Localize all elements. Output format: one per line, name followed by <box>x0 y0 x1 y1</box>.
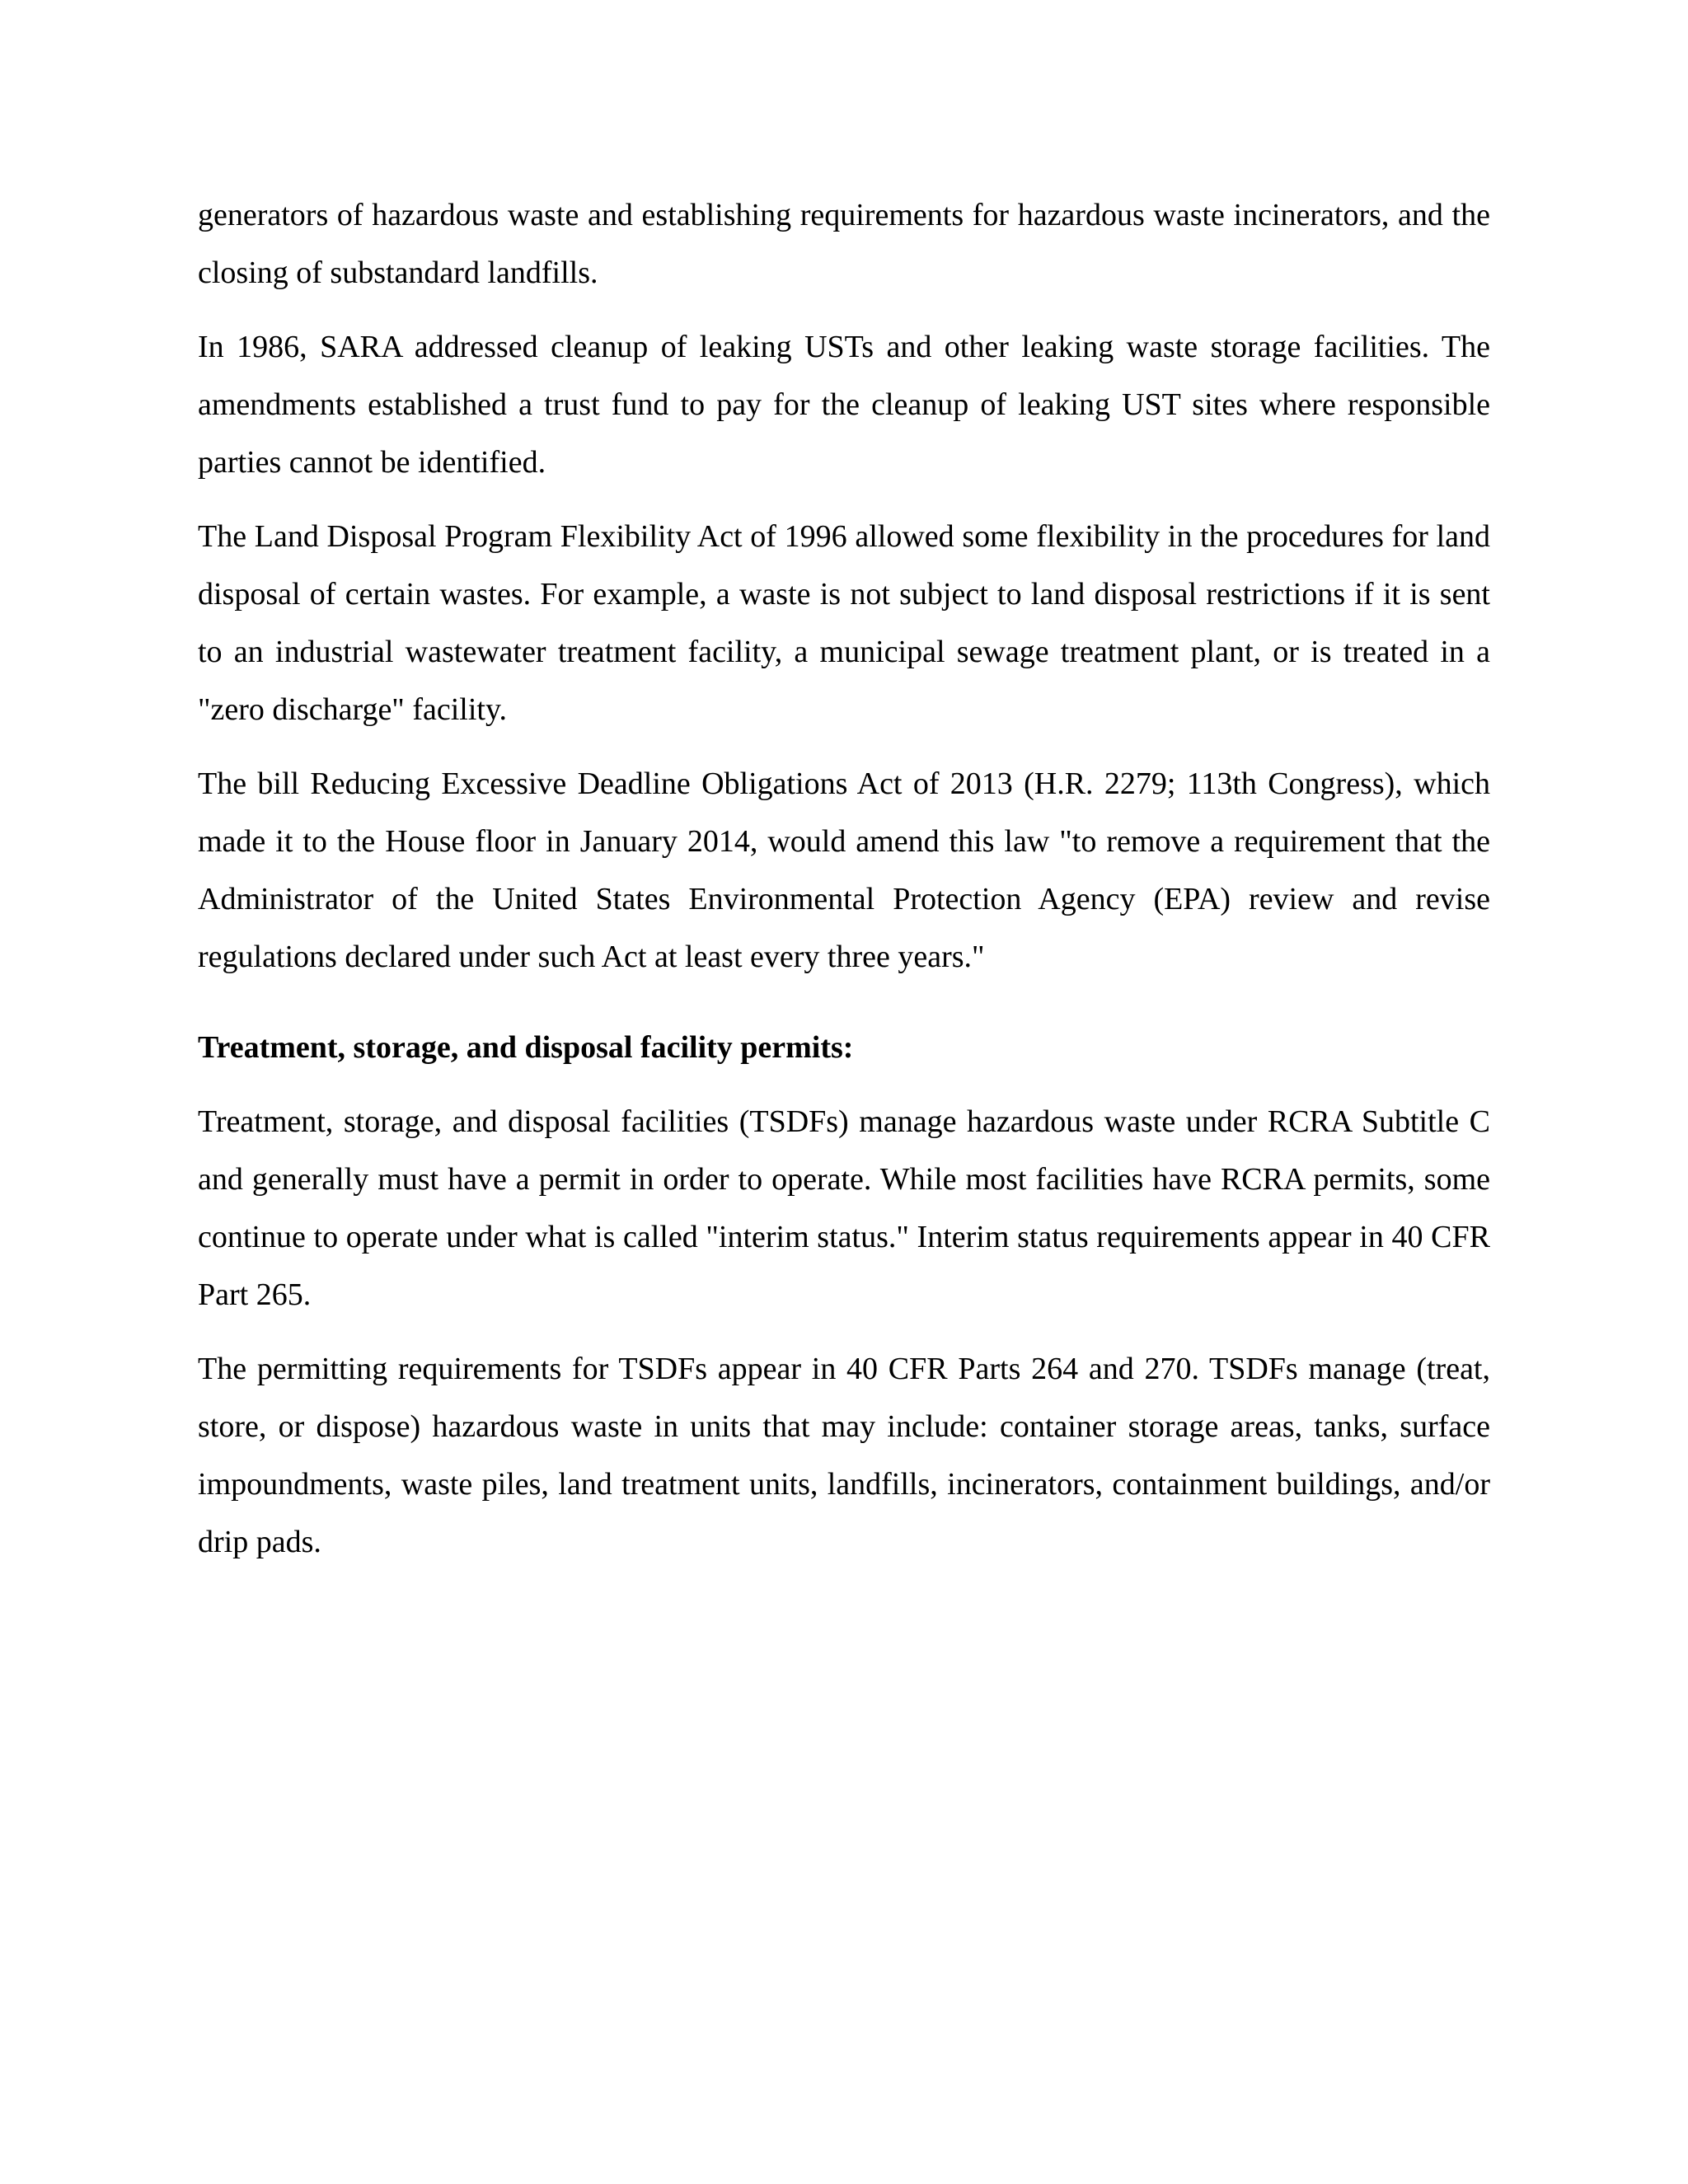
document-body <box>198 186 1490 1587</box>
section-heading-tsdf-permits: Treatment, storage, and disposal facility permits: <box>198 1030 854 1065</box>
paragraph-redo-act-2013: The bill Reducing Excessive Deadline Obligations Act of 2013 (H.R. 2279; 113th Congress), which made it to the House floor in January 2014, would amend this law "to remove a requirement that the Administrator of the United States Environmental Protection Agency (EPA) review and revise regulations declared under such Act at least every three years." <box>198 766 1490 974</box>
paragraph-tsdf-permitting-requirements: The permitting requirements for TSDFs appear in 40 CFR Parts 264 and 270. TSDFs manage (treat, store, or dispose) hazardous waste in units that may include: container storage areas, tanks, surface impoundments, waste piles, land treatment units, landfills, incinerators, containment buildings, and/or drip pads. <box>198 1352 1490 1559</box>
paragraph-sara-1986: In 1986, SARA addressed cleanup of leaking USTs and other leaking waste storage facilities. The amendments established a trust fund to pay for the cleanup of leaking UST sites where responsible parties cannot be identified. <box>198 330 1490 480</box>
paragraph-tsdf-overview: Treatment, storage, and disposal facilities (TSDFs) manage hazardous waste under RCRA Subtitle C and generally must have a permit in order to operate. While most facilities have RCRA permits, some continue to operate under what is called "interim status." Interim status requirements appear in 40 CFR Part 265. <box>198 1104 1490 1312</box>
paragraph-rcra-amendments-continued: generators of hazardous waste and establishing requirements for hazardous waste incinerators, and the closing of substandard landfills. <box>198 198 1490 290</box>
paragraph-land-disposal-flexibility-act: The Land Disposal Program Flexibility Act of 1996 allowed some flexibility in the procedures for land disposal of certain wastes. For example, a waste is not subject to land disposal restrictions if it is sent to an industrial wastewater treatment facility, a municipal sewage treatment plant, or is treated in a "zero discharge" facility. <box>198 519 1490 727</box>
